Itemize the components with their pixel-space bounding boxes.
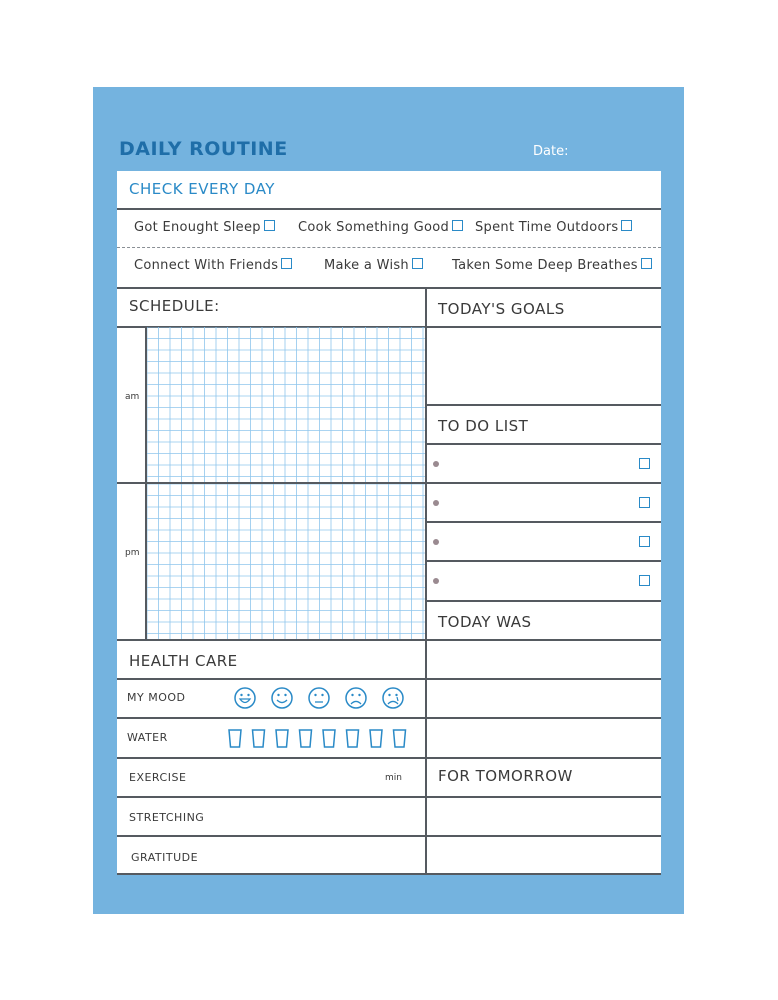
divider bbox=[117, 757, 661, 759]
water-cup-icon[interactable] bbox=[300, 730, 312, 747]
divider bbox=[426, 443, 661, 445]
date-label: Date: bbox=[533, 144, 569, 159]
check-item-breathes[interactable]: Taken Some Deep Breathes bbox=[452, 258, 652, 273]
water-cup-icon[interactable] bbox=[370, 730, 382, 747]
water-cup-icon[interactable] bbox=[229, 730, 241, 747]
smiling-face-icon[interactable] bbox=[272, 688, 292, 708]
water-label: WATER bbox=[127, 731, 168, 744]
todo-checkbox-icon[interactable] bbox=[639, 458, 650, 469]
checkbox-icon[interactable] bbox=[412, 258, 423, 269]
frowning-face-icon[interactable] bbox=[346, 688, 366, 708]
laughing-face-icon[interactable] bbox=[235, 688, 255, 708]
water-cup-icon[interactable] bbox=[276, 730, 288, 747]
check-item-outdoors[interactable]: Spent Time Outdoors bbox=[475, 220, 632, 235]
stretching-label: STRETCHING bbox=[129, 811, 205, 824]
crying-face-icon[interactable] bbox=[383, 688, 403, 708]
divider bbox=[426, 326, 661, 328]
divider bbox=[426, 600, 661, 602]
pm-schedule-grid[interactable] bbox=[147, 484, 425, 639]
divider bbox=[426, 639, 661, 641]
goals-title: TODAY'S GOALS bbox=[438, 300, 565, 318]
divider bbox=[117, 678, 661, 680]
water-cup-icon[interactable] bbox=[394, 730, 406, 747]
exercise-label: EXERCISE bbox=[129, 771, 187, 784]
am-schedule-grid[interactable] bbox=[147, 327, 425, 482]
todo-title: TO DO LIST bbox=[438, 417, 529, 435]
am-label: am bbox=[125, 392, 140, 402]
divider bbox=[117, 796, 426, 798]
divider bbox=[117, 208, 661, 210]
checkbox-icon[interactable] bbox=[452, 220, 463, 231]
tomorrow-title: FOR TOMORROW bbox=[438, 767, 573, 785]
page-title: DAILY ROUTINE bbox=[119, 138, 288, 160]
mood-faces[interactable] bbox=[234, 686, 406, 710]
exercise-unit: min bbox=[385, 773, 402, 783]
check-item-cook[interactable]: Cook Something Good bbox=[298, 220, 463, 235]
bullet-icon bbox=[433, 500, 439, 506]
checkbox-icon[interactable] bbox=[281, 258, 292, 269]
divider bbox=[426, 404, 661, 406]
todo-checkbox-icon[interactable] bbox=[639, 575, 650, 586]
bullet-icon bbox=[433, 539, 439, 545]
bullet-icon bbox=[433, 578, 439, 584]
schedule-title: SCHEDULE: bbox=[129, 297, 220, 315]
water-cup-icon[interactable] bbox=[347, 730, 359, 747]
neutral-face-icon[interactable] bbox=[309, 688, 329, 708]
divider bbox=[117, 873, 661, 875]
divider bbox=[117, 717, 661, 719]
checkbox-icon[interactable] bbox=[641, 258, 652, 269]
todo-checkbox-icon[interactable] bbox=[639, 497, 650, 508]
water-cup-icon[interactable] bbox=[253, 730, 265, 747]
divider bbox=[117, 639, 426, 641]
check-item-friends[interactable]: Connect With Friends bbox=[134, 258, 292, 273]
today-was-title: TODAY WAS bbox=[438, 613, 532, 631]
divider bbox=[426, 560, 661, 562]
checkbox-icon[interactable] bbox=[264, 220, 275, 231]
divider bbox=[117, 287, 661, 289]
divider bbox=[426, 482, 661, 484]
water-cups[interactable] bbox=[227, 728, 407, 750]
check-every-day-title: CHECK EVERY DAY bbox=[129, 180, 275, 198]
bullet-icon bbox=[433, 461, 439, 467]
health-care-title: HEALTH CARE bbox=[129, 652, 238, 670]
check-item-wish[interactable]: Make a Wish bbox=[324, 258, 423, 273]
water-cup-icon[interactable] bbox=[323, 730, 335, 747]
pm-label: pm bbox=[125, 548, 140, 558]
planner-sheet bbox=[117, 171, 661, 875]
checkbox-icon[interactable] bbox=[621, 220, 632, 231]
todo-checkbox-icon[interactable] bbox=[639, 536, 650, 547]
divider bbox=[426, 521, 661, 523]
column-divider bbox=[425, 287, 427, 875]
mood-label: MY MOOD bbox=[127, 691, 186, 704]
divider bbox=[117, 835, 661, 837]
divider bbox=[426, 796, 661, 798]
check-item-sleep[interactable]: Got Enought Sleep bbox=[134, 220, 275, 235]
gratitude-label: GRATITUDE bbox=[131, 851, 199, 864]
dashed-divider bbox=[117, 247, 661, 248]
